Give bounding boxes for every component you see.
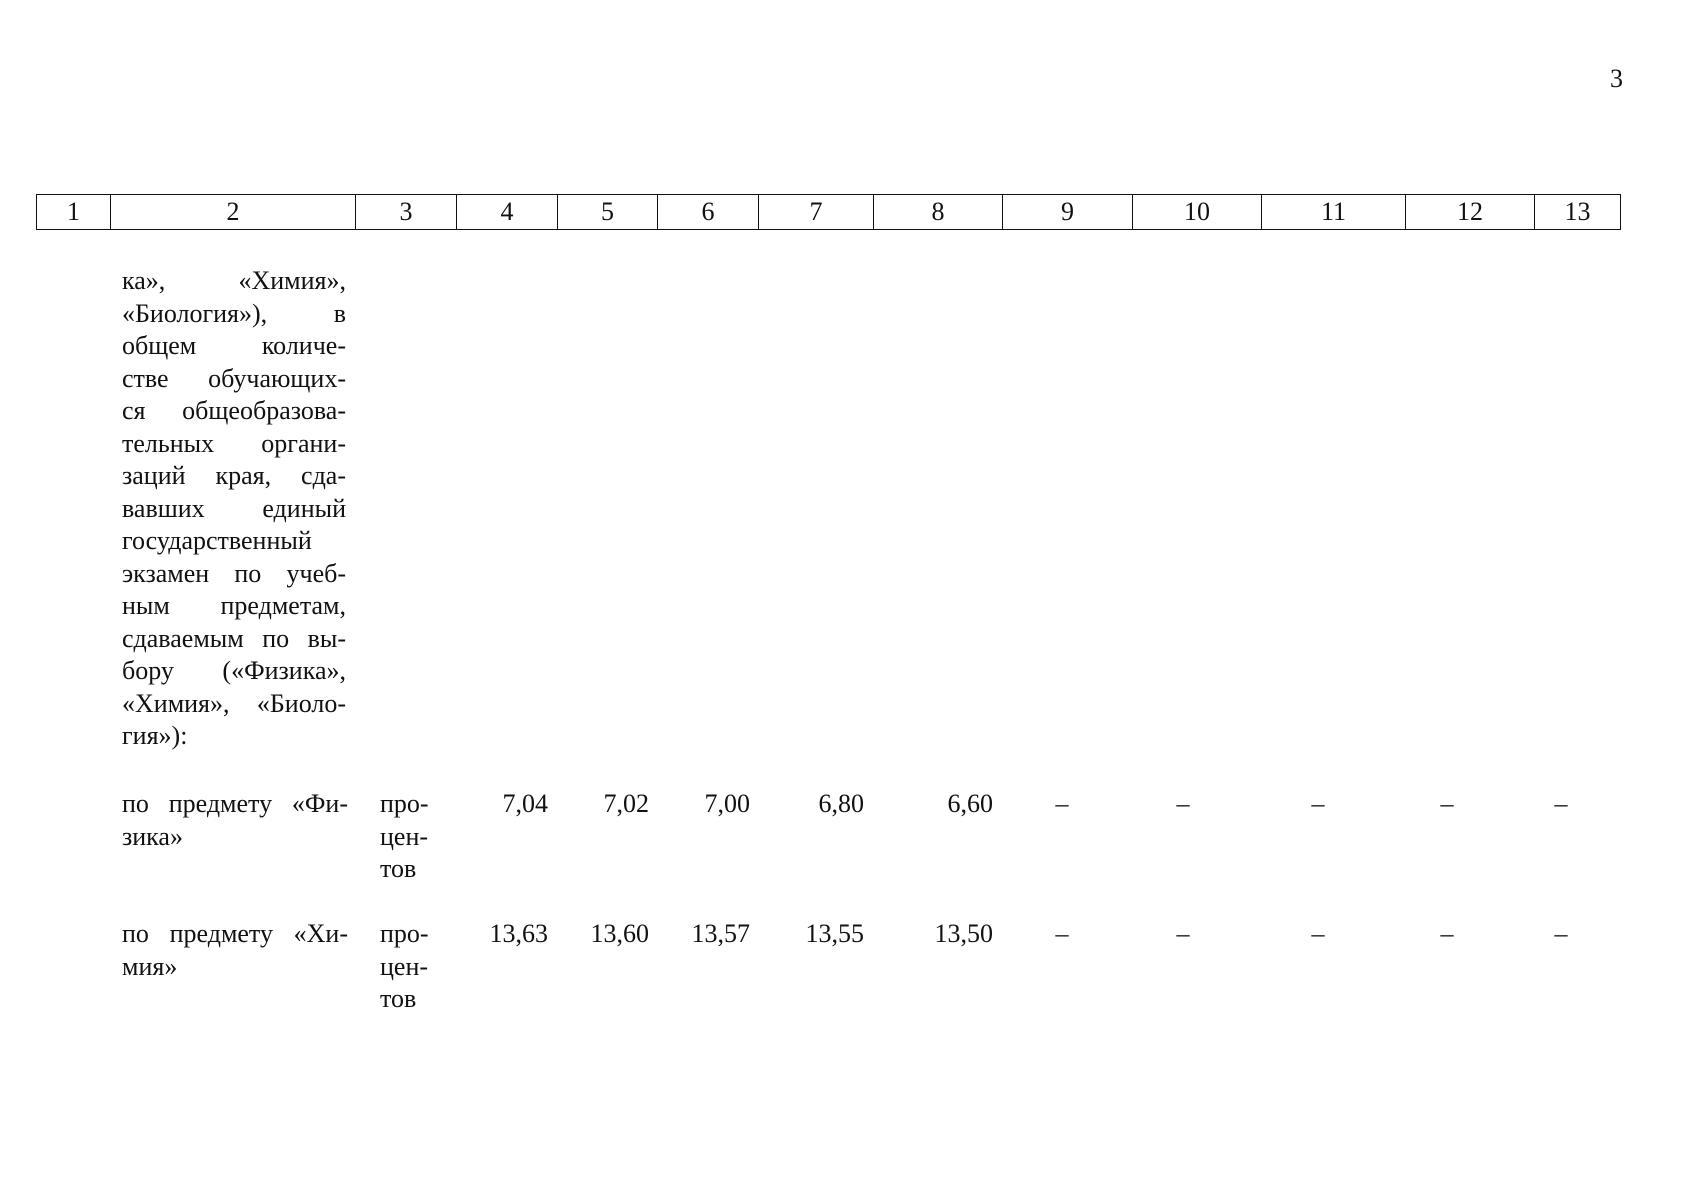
header-col-3: 3 <box>356 195 457 230</box>
description-line: вавших единый <box>122 493 346 523</box>
description-line: гия»): <box>122 721 188 750</box>
header-col-7: 7 <box>759 195 874 230</box>
header-col-9: 9 <box>1003 195 1133 230</box>
value-col-5: 7,02 <box>603 789 649 818</box>
row-label <box>122 918 348 983</box>
header-col-2: 2 <box>111 195 356 230</box>
description-line: тельных органи- <box>122 428 346 458</box>
value-col-5: 13,60 <box>590 919 649 948</box>
value-col-12: – <box>1440 919 1454 948</box>
description-line: «Биология»), в <box>122 298 346 328</box>
row-label-line: по предмету «Хи- <box>122 919 348 948</box>
row-unit-line: тов <box>380 984 417 1013</box>
row-label-line: по предмету «Фи- <box>122 789 348 818</box>
row-unit <box>380 788 440 886</box>
row-label-line: зика» <box>122 821 183 851</box>
value-col-8: 13,50 <box>934 919 993 948</box>
header-col-6: 6 <box>658 195 759 230</box>
row-label <box>122 788 348 853</box>
column-number-header <box>36 194 1621 230</box>
description-line: ным предметам, <box>122 591 346 620</box>
header-col-13: 13 <box>1535 195 1621 230</box>
description-line: сдаваемым по вы- <box>122 623 346 653</box>
value-col-10: – <box>1176 919 1190 948</box>
value-col-11: – <box>1311 919 1325 948</box>
description-line: «Химия», «Биоло- <box>122 688 346 718</box>
value-col-6: 13,57 <box>691 919 750 948</box>
row-unit-line: про- <box>380 919 429 948</box>
value-col-4: 13,63 <box>489 919 548 948</box>
header-col-11: 11 <box>1262 195 1406 230</box>
value-col-6: 7,00 <box>704 789 750 818</box>
value-col-9: – <box>1055 789 1069 818</box>
header-col-4: 4 <box>457 195 558 230</box>
description-line: бору («Физика», <box>122 656 346 685</box>
value-col-12: – <box>1440 789 1454 818</box>
description-line: ся общеобразова- <box>122 396 346 425</box>
row-unit-line: про- <box>380 789 429 818</box>
value-col-8: 6,60 <box>947 789 993 818</box>
page-number: 3 <box>1610 64 1623 93</box>
row-unit-line: тов <box>380 854 417 883</box>
value-col-7: 13,55 <box>805 919 864 948</box>
value-col-11: – <box>1311 789 1325 818</box>
description-line: ка», «Химия», <box>122 266 346 295</box>
row-unit-line: цен- <box>380 951 429 981</box>
description-line: общем количе- <box>122 331 346 360</box>
value-col-7: 6,80 <box>818 789 864 818</box>
value-col-13: – <box>1554 789 1568 818</box>
value-col-10: – <box>1176 789 1190 818</box>
indicator-description <box>122 265 346 753</box>
header-col-10: 10 <box>1133 195 1262 230</box>
header-col-5: 5 <box>558 195 658 230</box>
description-line: заций края, сда- <box>122 461 346 490</box>
row-unit <box>380 918 440 1016</box>
row-unit-line: цен- <box>380 821 429 851</box>
header-col-8: 8 <box>874 195 1003 230</box>
header-col-12: 12 <box>1406 195 1535 230</box>
row-label-line: мия» <box>122 951 178 981</box>
value-col-4: 7,04 <box>502 789 548 818</box>
value-col-9: – <box>1055 919 1069 948</box>
value-col-13: – <box>1554 919 1568 948</box>
description-line: государственный <box>122 526 312 555</box>
header-col-1: 1 <box>37 195 111 230</box>
description-line: экзамен по учеб- <box>122 558 346 588</box>
description-line: стве обучающих- <box>122 363 346 393</box>
